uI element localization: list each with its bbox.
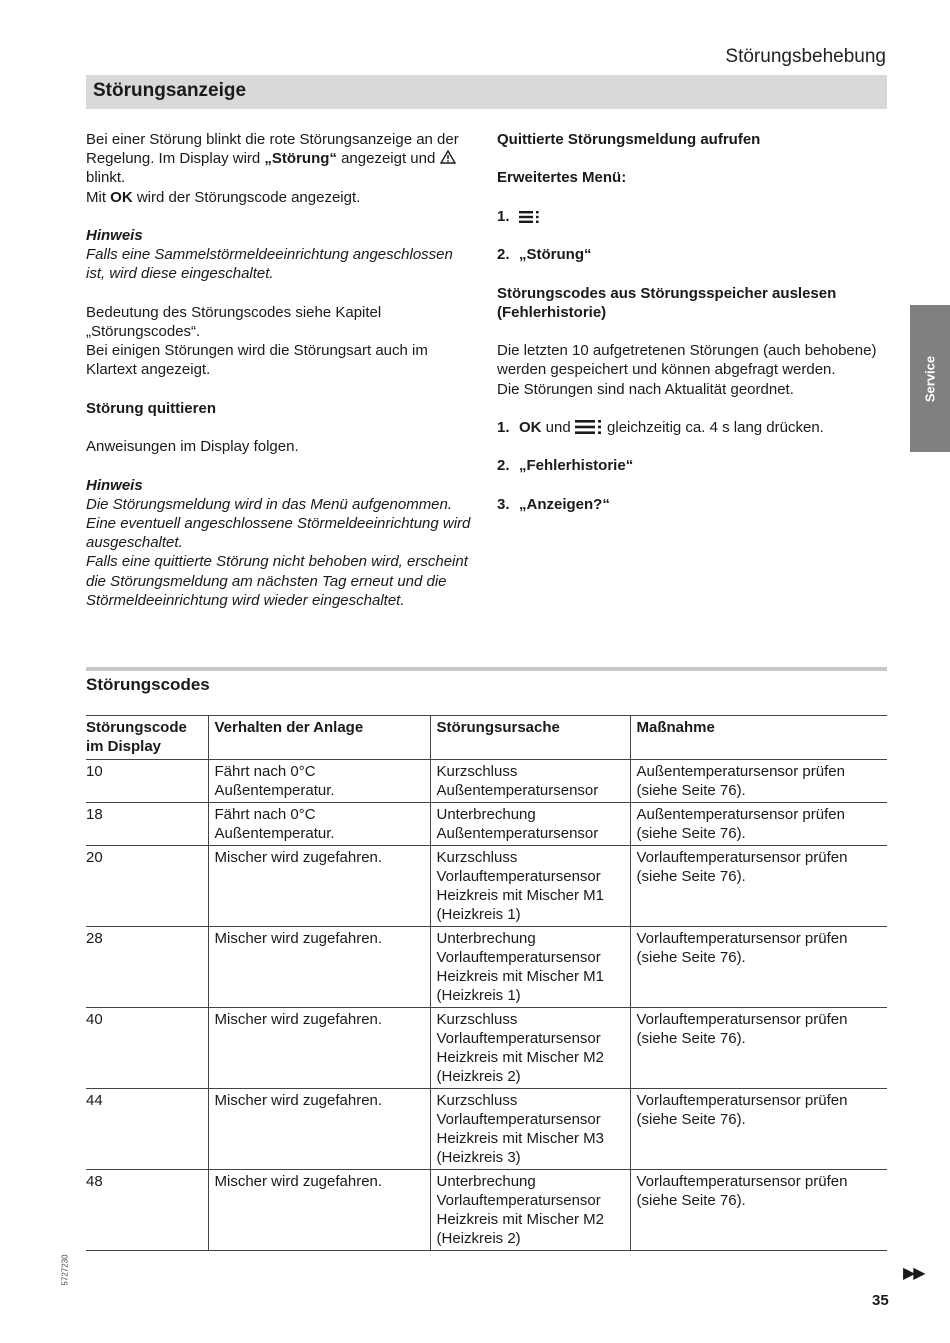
column-header: Störungsursache xyxy=(430,716,630,760)
table-cell: Unterbrechung Vorlauftemperatursensor Heizkreis mit Mischer M1 (Heizkreis 1) xyxy=(430,927,630,1008)
section-divider xyxy=(86,667,887,671)
table-cell: 44 xyxy=(86,1089,208,1170)
history-step-3: 3. „Anzeigen?“ xyxy=(497,495,610,513)
page-number: 35 xyxy=(872,1292,889,1309)
table-cell: Kurzschluss Außentemperatursensor xyxy=(430,760,630,803)
table-cell: 10 xyxy=(86,760,208,803)
history-paragraph: Die letzten 10 aufgetretenen Störungen (auch behobene) werden gespeichert und können abgefragt werden. Die Störungen sind nach Aktualität geordnet. xyxy=(497,342,877,398)
service-tab: Service xyxy=(910,305,950,452)
table-row xyxy=(86,1008,887,1089)
table-cell: Vorlauftemperatursensor prüfen (siehe Seite 76). xyxy=(630,1089,887,1170)
codes-heading: Störungscodes xyxy=(86,675,210,694)
table-header-row xyxy=(86,716,887,760)
table-cell: Kurzschluss Vorlauftemperatursensor Heizkreis mit Mischer M2 (Heizkreis 2) xyxy=(430,1008,630,1089)
intro-paragraph: Bei einer Störung blinkt die rote Störungsanzeige an der Regelung. Im Display wird „Störung“ angezeigt und blinkt. Mit OK wird der Störungscode angezeigt. xyxy=(86,131,459,206)
error-codes-table xyxy=(86,715,887,1251)
table-cell: Vorlauftemperatursensor prüfen (siehe Seite 76). xyxy=(630,1008,887,1089)
table-cell: Fährt nach 0°C Außentemperatur. xyxy=(208,803,430,846)
table-cell: Vorlauftemperatursensor prüfen (siehe Seite 76). xyxy=(630,927,887,1008)
table-row xyxy=(86,927,887,1008)
warning-triangle-icon xyxy=(440,150,456,164)
menu-icon xyxy=(575,419,603,435)
menu-icon xyxy=(519,210,541,224)
table-row xyxy=(86,1089,887,1170)
table-cell: Unterbrechung Vorlauftemperatursensor Heizkreis mit Mischer M2 (Heizkreis 2) xyxy=(430,1170,630,1251)
table-cell: 28 xyxy=(86,927,208,1008)
table-cell: 40 xyxy=(86,1008,208,1089)
table-cell: Fährt nach 0°C Außentemperatur. xyxy=(208,760,430,803)
table-cell: Mischer wird zugefahren. xyxy=(208,1170,430,1251)
table-cell: Mischer wird zugefahren. xyxy=(208,846,430,927)
table-cell: Mischer wird zugefahren. xyxy=(208,1089,430,1170)
table-cell: 18 xyxy=(86,803,208,846)
section-label: Störungsbehebung xyxy=(725,46,886,67)
table-row xyxy=(86,846,887,927)
column-header: Maßnahme xyxy=(630,716,887,760)
acknowledge-heading: Störung quittieren xyxy=(86,399,216,417)
history-step-1: 1. OK und gleichzeitig ca. 4 s lang drücken. xyxy=(497,418,824,436)
menu-step-1: 1. xyxy=(497,207,887,226)
table-row xyxy=(86,760,887,803)
table-cell: Kurzschluss Vorlauftemperatursensor Heizkreis mit Mischer M1 (Heizkreis 1) xyxy=(430,846,630,927)
table-cell: Außentemperatursensor prüfen (siehe Seite 76). xyxy=(630,803,887,846)
document-code: 5727230 xyxy=(60,1254,70,1286)
table-cell: 48 xyxy=(86,1170,208,1251)
note-2: Hinweis Die Störungsmeldung wird in das Menü aufgenommen. Eine eventuell angeschlossene Störmeldeeinrichtung wird ausgeschaltet. Falls eine quittierte Störung nicht behoben wird, erscheint die Störungsmeldung am nächsten Tag erneut und die Störmeldeeinrichtung wird wieder eingeschaltet. xyxy=(86,476,471,609)
table-cell: Kurzschluss Vorlauftemperatursensor Heizkreis mit Mischer M3 (Heizkreis 3) xyxy=(430,1089,630,1170)
left-column xyxy=(86,130,476,629)
section-title: Störungsanzeige xyxy=(93,80,247,101)
column-header: Verhalten der Anlage xyxy=(208,716,430,760)
section-title-bar xyxy=(86,75,887,109)
table-cell: Außentemperatursensor prüfen (siehe Seite 76). xyxy=(630,760,887,803)
meaning-paragraph: Bedeutung des Störungscodes siehe Kapitel „Störungscodes“. Bei einigen Störungen wird die Störungsart auch im Klartext angezeigt. xyxy=(86,303,428,379)
table-cell: Vorlauftemperatursensor prüfen (siehe Seite 76). xyxy=(630,846,887,927)
next-page-arrows-icon: ▶▶ xyxy=(903,1265,924,1282)
table-row xyxy=(86,803,887,846)
call-heading: Quittierte Störungsmeldung aufrufen xyxy=(497,131,761,148)
right-column xyxy=(497,130,887,533)
acknowledge-text: Anweisungen im Display folgen. xyxy=(86,438,299,456)
table-cell: 20 xyxy=(86,846,208,927)
history-heading: Störungscodes aus Störungsspeicher auslesen (Fehlerhistorie) xyxy=(497,284,837,321)
table-cell: Vorlauftemperatursensor prüfen (siehe Seite 76). xyxy=(630,1170,887,1251)
note-1: Hinweis Falls eine Sammelstörmeldeeinrichtung angeschlossen ist, wird diese eingeschaltet. xyxy=(86,227,453,283)
menu-step-2: 2. „Störung“ xyxy=(497,246,592,264)
table-cell: Mischer wird zugefahren. xyxy=(208,927,430,1008)
table-cell: Unterbrechung Außentemperatursensor xyxy=(430,803,630,846)
column-header: Störungscode im Display xyxy=(86,716,208,760)
extended-menu-label: Erweitertes Menü: xyxy=(497,169,627,187)
table-row xyxy=(86,1170,887,1251)
table-cell: Mischer wird zugefahren. xyxy=(208,1008,430,1089)
history-step-2: 2. „Fehlerhistorie“ xyxy=(497,457,634,475)
